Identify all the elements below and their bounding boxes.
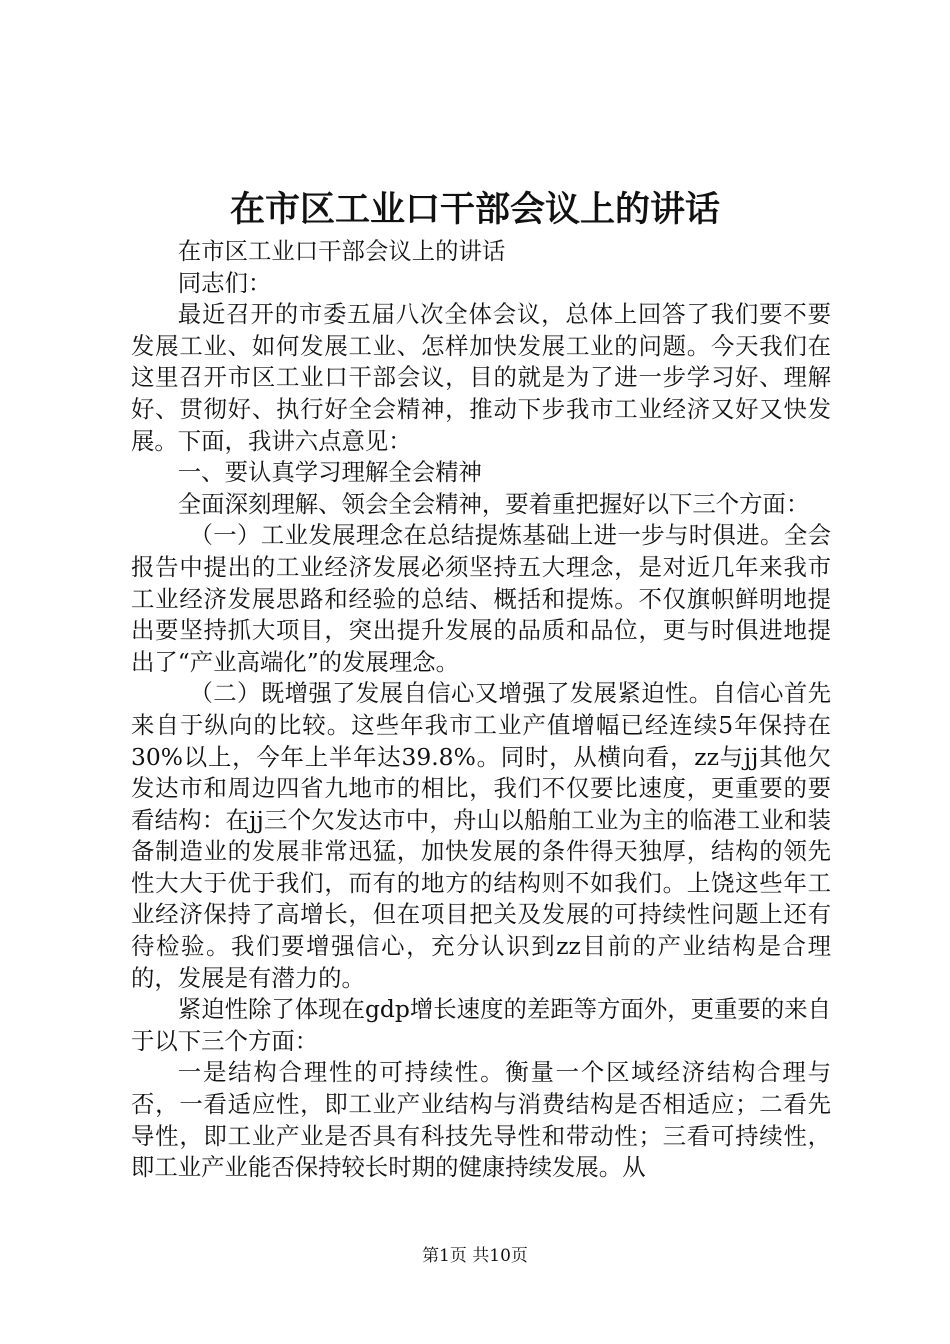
- body-paragraph: 紧迫性除了体现在gdp增长速度的差距等方面外，更重要的来自于以下三个方面：: [131, 995, 831, 1055]
- section-heading: 一、要认真学习理解全会精神: [177, 458, 482, 487]
- body-paragraph: （一）工业发展理念在总结提炼基础上进一步与时俱进。全会报告中提出的工业经济发展必须坚持五大理念，是对近几年来我市工业经济发展思路和经验的总结、概括和提炼。不仅旗帜鲜明地提出要坚持抓大项目，突出提升发展的品质和品位，更与时俱进地提出了“产业高端化”的发展理念。: [131, 521, 831, 676]
- body-paragraph: 一是结构合理性的可持续性。衡量一个区域经济结构合理与否，一看适应性，即工业产业结构与消费结构是否相适应；二看先导性，即工业产业是否具有科技先导性和带动性；三看可持续性，即工业产业能否保持较长时期的健康持续发展。从: [131, 1058, 831, 1182]
- document-body: [131, 236, 831, 1184]
- subtitle-paragraph: 在市区工业口干部会议上的讲话: [177, 237, 506, 265]
- body-paragraph: 全面深刻理解、领会全会精神，要着重把握好以下三个方面：: [177, 489, 810, 518]
- body-paragraph: 最近召开的市委五届八次全体会议，总体上回答了我们要不要发展工业、如何发展工业、怎样加快发展工业的问题。今天我们在这里召开市区工业口干部会议，目的就是为了进一步学习好、理解好、贯彻好、执行好全会精神，推动下步我市工业经济又好又快发展。下面，我讲六点意见：: [131, 300, 831, 455]
- document-title: 在市区工业口干部会议上的讲话: [229, 189, 720, 230]
- salutation-paragraph: 同志们：: [177, 268, 272, 297]
- page-footer: 第1页 共10页: [422, 1246, 528, 1266]
- body-paragraph: （二）既增强了发展自信心又增强了发展紧迫性。自信心首先来自于纵向的比较。这些年我市工业产值增幅已经连续5年保持在30%以上，今年上半年达39.8%。同时，从横向看，zz与jj其他欠发达市和周边四省九地市的相比，我们不仅要比速度，更重要的要看结构：在jj三个欠发达市中，舟山以船舶工业为主的临港工业和装备制造业的发展非常迅猛，加快发展的条件得天独厚，结构的领先性大大于优于我们，而有的地方的结构则不如我们。上饶这些年工业经济保持了高增长，但在项目把关及发展的可持续性问题上还有待检验。我们要增强信心，充分认识到zz目前的产业结构是合理的，发展是有潜力的。: [131, 679, 831, 992]
